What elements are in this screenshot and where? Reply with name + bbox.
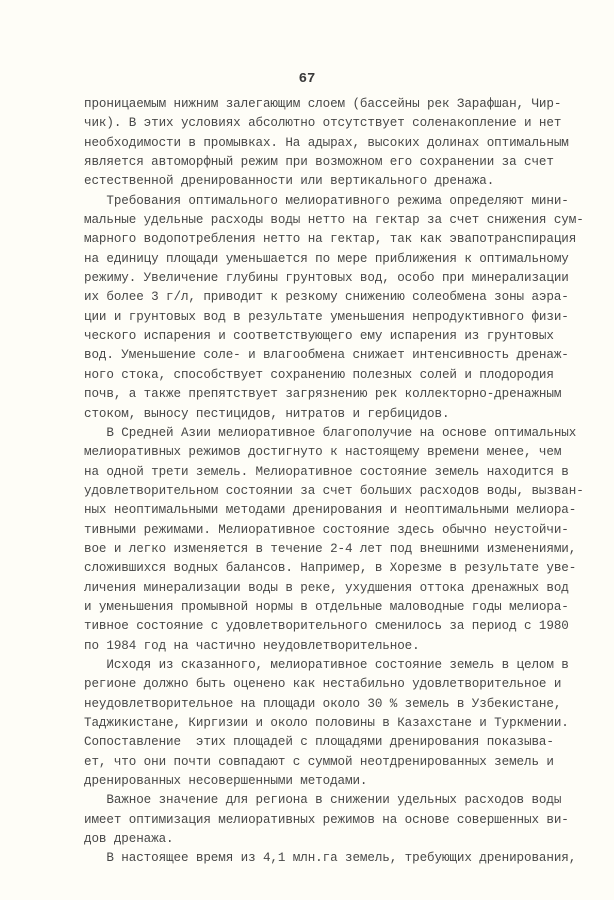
paragraph-start-line: В Средней Азии мелиоративное благополучие на основе оптимальных (84, 425, 577, 440)
text-line: имеет оптимизация мелиоративных режимов на основе совершенных ви- (84, 812, 569, 827)
text-line: необходимости в промывках. На адырах, высоких долинах оптимальным (84, 135, 569, 150)
text-line: вое и легко изменяется в течение 2-4 лет под внешними изменениями, (84, 541, 577, 556)
body-text (84, 95, 584, 869)
text-line: на единицу площади уменьшается по мере приближения к оптимальному (84, 251, 569, 266)
text-line: по 1984 год на частично неудовлетворительное. (84, 638, 420, 653)
text-line: неудовлетворительное на площади около 30 % земель в Узбекистане, (84, 696, 562, 711)
text-line: ного стока, способствует сохранению полезных солей и плодородия (84, 367, 554, 382)
text-line: естественной дренированности или вертикального дренажа. (84, 174, 495, 189)
paragraph-start-line: В настоящее время из 4,1 млн.га земель, требующих дренирования, (84, 851, 577, 866)
text-line: Сопоставление этих площадей с площадями дренирования показыва- (84, 735, 554, 750)
paragraph-start-line: Требования оптимального мелиоративного режима определяют мини- (84, 193, 569, 208)
text-line: проницаемым нижним залегающим слоем (бассейны рек Зарафшан, Чир- (84, 97, 562, 111)
text-line: удовлетворительном состоянии за счет больших расходов воды, вызван- (84, 483, 584, 498)
text-line: регионе должно быть оценено как нестабильно удовлетворительное и (84, 677, 562, 692)
text-line: ции и грунтовых вод в результате уменьшения непродуктивного физи- (84, 309, 569, 324)
text-line: марного водопотребления нетто на гектар, так как эвапотранспирация (84, 232, 577, 247)
text-line: режиму. Увеличение глубины грунтовых вод, особо при минерализации (84, 271, 569, 286)
text-line: на одной трети земель. Мелиоративное состояние земель находится в (84, 464, 569, 479)
text-line: сложившихся водных балансов. Например, в Хорезме в результате уве- (84, 561, 577, 576)
text-line: тивными режимами. Мелиоративное состояние здесь обычно неустойчи- (84, 522, 569, 537)
text-line: дов дренажа. (84, 832, 174, 847)
paragraph-start-line: Важное значение для региона в снижении удельных расходов воды (84, 793, 562, 808)
text-line: мальные удельные расходы воды нетто на гектар за счет снижения сум- (84, 213, 584, 228)
text-line: их более 3 г/л, приводит к резкому снижению солеобмена зоны аэра- (84, 290, 569, 305)
text-line: мелиоративных режимов достигнуто к настоящему времени менее, чем (84, 445, 562, 460)
text-line: ет, что они почти совпадают с суммой неотдренированных земель и (84, 754, 554, 769)
text-line: тивное состояние с удовлетворительного сменилось за период с 1980 (84, 619, 569, 634)
text-line: почв, а также препятствует загрязнению рек коллекторно-дренажным (84, 387, 562, 402)
text-line: и уменьшения промывной нормы в отдельные маловодные годы мелиора- (84, 599, 569, 614)
text-line: личения минерализации воды в реке, ухудшения оттока дренажных вод (84, 580, 569, 595)
page-number: 67 (298, 71, 316, 87)
text-line: чик). В этих условиях абсолютно отсутствует соленакопление и нет (84, 116, 562, 131)
text-line: вод. Уменьшение соле- и влагообмена снижает интенсивность дренаж- (84, 348, 569, 363)
text-line: стоком, выносу пестицидов, нитратов и гербицидов. (84, 406, 450, 421)
text-line: дренированных несовершенными методами. (84, 774, 368, 789)
text-line: ных неоптимальными методами дренирования и неоптимальными мелиора- (84, 503, 577, 518)
text-line: ческого испарения и соответствующего ему испарения из грунтовых (84, 329, 554, 344)
text-line: Таджикистане, Киргизии и около половины в Казахстане и Туркмении. (84, 716, 569, 730)
paragraph-start-line: Исходя из сказанного, мелиоративное состояние земель в целом в (84, 657, 569, 672)
text-line: является автоморфный режим при возможном его сохранении за счет (84, 155, 554, 170)
